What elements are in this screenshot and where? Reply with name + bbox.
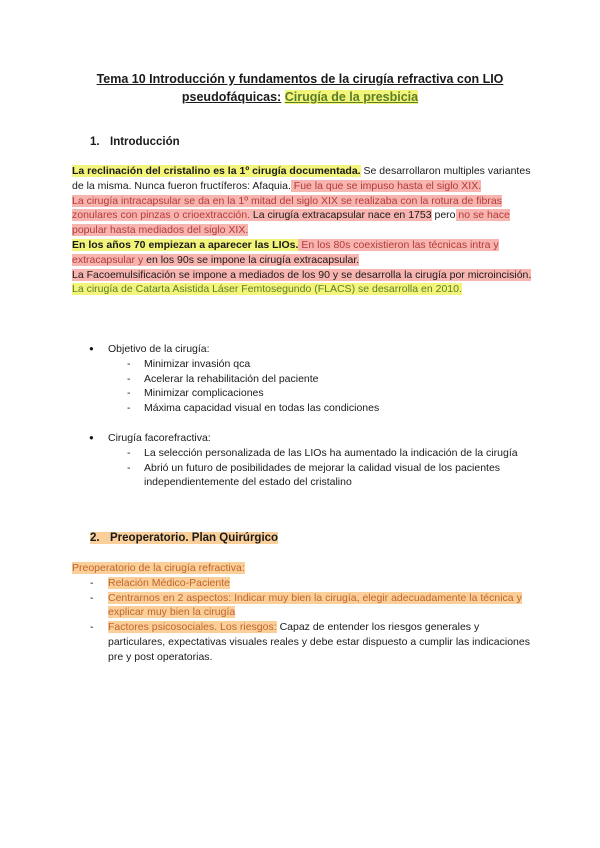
paragraph-line-5 <box>72 282 532 297</box>
item-factores-lead: Factores psicosociales. Los riesgos: <box>108 621 277 634</box>
paragraph-line-4 <box>72 268 532 283</box>
sentence-popular: no se hace popular hasta mediados del siglo XIX. <box>72 209 510 237</box>
title-highlight: Cirugía de la presbicia <box>284 90 419 104</box>
list-item <box>72 620 532 664</box>
title-line-1: Tema 10 Introducción y fundamentos de la cirugía refractiva con LIO <box>96 72 504 86</box>
intro-paragraph <box>72 164 532 297</box>
sentence-intracapsular: La cirugía intracapsular se da en la 1º mitad del siglo XIX se realizaba con la rotura de fibras zonulares con pinzas o crioextracción. <box>72 194 502 222</box>
facorefractiva-label: ● Cirugía facorefractiva: <box>72 431 532 446</box>
list-item: - Abrió un futuro de posibilidades de mejorar la calidad visual de los pacientes independientemente del estado del cristalino <box>72 461 532 491</box>
preoperatorio-intro: Preoperatorio de la cirugía refractiva: <box>72 562 245 574</box>
list-item: - Acelerar la rehabilitación del paciente <box>72 372 532 387</box>
list-item: - La selección personalizada de las LIOs ha aumentado la indicación de la cirugía <box>72 446 532 461</box>
objetivo-list <box>72 342 532 416</box>
section-1-number: 1. <box>90 136 100 148</box>
sentence-coexistieron: En los 80s coexistieron las técnicas intra y extracapsular y <box>72 238 499 266</box>
item-centrarnos: Centrarnos en 2 aspectos: Indicar muy bien la cirugía, elegir adecuadamente la técnica y explicar muy bien la cirugía <box>108 591 522 619</box>
section-2-number: 2. <box>90 532 100 544</box>
section-2-title: Preoperatorio. Plan Quirúrgico <box>110 532 279 544</box>
sentence-variantes: Se desarrollaron multiples variantes de la misma. Nunca fueron fructíferos: Afaquia. <box>72 165 531 192</box>
list-item: - Minimizar invasión qca <box>72 357 532 372</box>
sentence-pero: pero <box>431 209 456 222</box>
sentence-flacs: La cirugía de Catarta Asistida Láser Femtosegundo (FLACS) se desarrolla en 2010. <box>72 283 462 296</box>
section-1-title: Introducción <box>110 136 180 148</box>
sentence-siglo-xix: Fue la que se impuso hasta el siglo XIX. <box>290 179 482 192</box>
list-item: - Máxima capacidad visual en todas las condiciones <box>72 401 532 416</box>
item-factores-text: Capaz de entender los riesgos generales y particulares, expectativas visuales reales y debe estar dispuesto a cumplir las indicaciones pre y post operatorias. <box>108 621 530 663</box>
paragraph-line-3 <box>72 238 532 268</box>
section-2-heading <box>90 532 278 544</box>
objetivo-label: ● Objetivo de la cirugía: <box>72 342 532 357</box>
item-relacion: Relación Médico-Paciente <box>108 576 230 589</box>
sentence-facoemulsificacion: La Facoemulsificación se impone a mediados de los 90 y se desarrolla la cirugía por microincisión. <box>72 268 532 281</box>
sentence-90s: en los 90s se impone la cirugía extracapsular. <box>143 253 360 266</box>
list-item <box>72 576 532 591</box>
title-line-2: pseudofáquicas: <box>181 90 282 104</box>
paragraph-line-2 <box>72 194 532 238</box>
list-item: - Minimizar complicaciones <box>72 386 532 401</box>
document-title <box>60 70 540 106</box>
list-item <box>72 591 532 621</box>
sentence-reclinacion: La reclinación del cristalino es la 1º cirugía documentada. <box>72 165 361 177</box>
paragraph-line-1 <box>72 164 532 194</box>
facorefractiva-list <box>72 431 532 490</box>
sentence-extracapsular: La cirugía extracapsular nace en 1753 <box>250 209 432 222</box>
preoperatorio-list <box>72 561 532 665</box>
sentence-lios: En los años 70 empiezan a aparecer las LIOs. <box>72 238 299 251</box>
section-1-heading <box>90 136 180 148</box>
